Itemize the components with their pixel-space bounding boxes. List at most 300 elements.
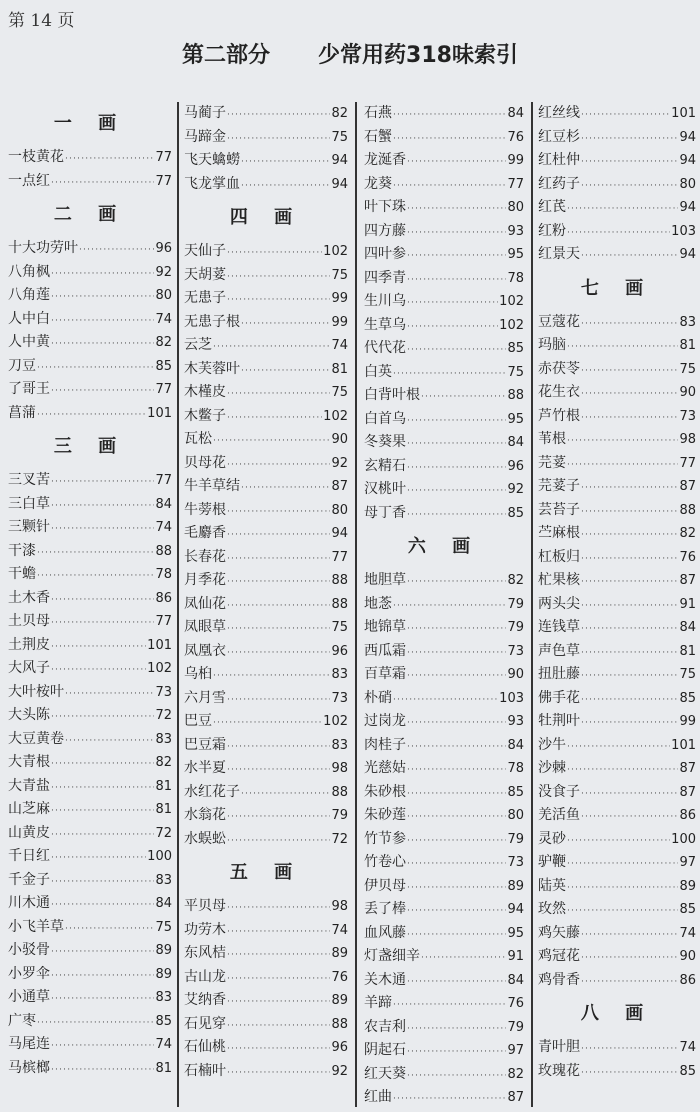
leader-dots (407, 222, 506, 246)
index-entry (364, 102, 524, 126)
herb-name: 大风子 (8, 660, 50, 676)
herb-name: 驴鞭 (538, 854, 566, 870)
herb-name: 干蟾 (8, 566, 36, 582)
index-entry (538, 616, 696, 640)
page-ref: 72 (155, 825, 172, 841)
herb-name: 凤凰衣 (184, 642, 226, 659)
index-entry (364, 992, 524, 1016)
herb-name: 豆蔻花 (538, 313, 580, 330)
herb-name: 三白草 (8, 495, 50, 512)
index-entry (364, 1016, 524, 1040)
herb-name: 光慈姑 (364, 760, 406, 776)
page-ref: 78 (507, 270, 524, 286)
index-entry (538, 1060, 696, 1084)
herb-name: 白首乌 (364, 410, 406, 427)
leader-dots (227, 104, 330, 128)
index-entry (184, 173, 348, 197)
herb-name: 天胡荽 (184, 266, 226, 283)
leader-dots (241, 151, 330, 175)
leader-dots (51, 965, 154, 989)
leader-dots (227, 1015, 330, 1039)
herb-name: 石燕 (364, 105, 392, 121)
index-entry (8, 869, 172, 893)
leader-dots (407, 571, 506, 595)
leader-dots (227, 407, 322, 431)
page-ref: 94 (331, 176, 348, 192)
index-entry (184, 358, 348, 382)
page-ref: 89 (331, 946, 348, 961)
herb-name: 两头尖 (538, 595, 580, 612)
herb-name: 灵砂 (538, 830, 566, 847)
herb-name: 毛麝香 (184, 525, 226, 541)
leader-dots (51, 518, 154, 542)
column-divider (177, 102, 179, 1107)
herb-name: 羌活鱼 (538, 807, 580, 823)
leader-dots (227, 921, 330, 945)
page-ref: 73 (507, 643, 524, 659)
herb-name: 干漆 (8, 542, 36, 559)
herb-name: 玄精石 (364, 457, 406, 474)
herb-name: 四季青 (364, 269, 406, 286)
herb-name: 地胆草 (364, 572, 406, 588)
index-entry (364, 687, 524, 711)
page-ref: 74 (331, 338, 348, 353)
page-ref: 98 (331, 761, 348, 776)
leader-dots (51, 777, 154, 801)
title-main: 少常用药318味索引 (318, 43, 518, 68)
page-ref: 84 (155, 896, 172, 911)
index-entry (364, 1039, 524, 1063)
leader-dots (407, 457, 506, 481)
stroke-section-heading: 三 画 (53, 436, 127, 457)
herb-name: 沙牛 (538, 736, 566, 753)
leader-dots (51, 988, 154, 1012)
page-ref: 101 (671, 737, 696, 753)
page-ref: 80 (155, 288, 172, 303)
leader-dots (227, 736, 330, 760)
page-ref: 101 (147, 637, 172, 653)
herb-name: 农吉利 (364, 1018, 406, 1035)
page-ref: 80 (331, 502, 348, 518)
index-entry (364, 243, 524, 267)
leader-dots (51, 847, 146, 871)
page-ref: 74 (331, 922, 348, 938)
leader-dots (407, 924, 506, 948)
page-ref: 94 (331, 153, 348, 168)
herb-name: 贝母花 (184, 454, 226, 471)
index-entry (364, 640, 524, 664)
index-entry (538, 196, 696, 220)
page-ref: 84 (507, 435, 524, 450)
herb-name: 白背叶根 (364, 387, 420, 403)
herb-name: 长春花 (184, 548, 226, 565)
leader-dots (227, 944, 330, 968)
page-ref: 90 (679, 949, 696, 964)
leader-dots (581, 689, 678, 713)
index-entry (184, 149, 348, 173)
herb-name: 大青根 (8, 754, 50, 770)
index-entry (184, 966, 348, 990)
herb-name: 十大功劳叶 (8, 240, 78, 256)
index-entry (184, 126, 348, 150)
stroke-section-heading: 二 画 (53, 204, 127, 225)
leader-dots (421, 386, 506, 410)
leader-dots (581, 595, 678, 619)
stroke-section-heading: 七 画 (580, 277, 654, 299)
herb-name: 没食子 (538, 783, 580, 800)
index-entry (538, 311, 696, 335)
leader-dots (581, 1038, 678, 1062)
index-entry (8, 540, 172, 564)
leader-dots (227, 242, 322, 266)
index-entry (538, 522, 696, 546)
herb-name: 苎麻根 (538, 525, 580, 541)
column-divider (531, 102, 533, 1107)
herb-name: 了哥王 (8, 381, 50, 397)
herb-name: 芸苔子 (538, 501, 580, 518)
index-entry (184, 710, 348, 734)
index-entry (184, 734, 348, 758)
leader-dots (393, 104, 506, 128)
leader-dots (407, 971, 506, 995)
index-entry (538, 804, 696, 828)
index-entry (538, 102, 696, 126)
leader-dots (567, 759, 678, 783)
herb-name: 平贝母 (184, 898, 226, 914)
leader-dots (37, 542, 154, 566)
index-entry (184, 546, 348, 570)
page-ref: 77 (155, 614, 172, 629)
herb-name: 牛羊草结 (184, 478, 240, 494)
page-ref: 99 (507, 153, 524, 168)
index-entry (364, 969, 524, 993)
herb-name: 丢了棒 (364, 901, 406, 917)
index-entry (184, 640, 348, 664)
index-entry (8, 378, 172, 402)
index-entry (364, 478, 524, 502)
page-ref: 91 (507, 949, 524, 964)
herb-name: 鸡骨香 (538, 971, 580, 988)
herb-name: 小通草 (8, 989, 50, 1005)
herb-name: 无患子根 (184, 313, 240, 330)
index-entry (364, 804, 524, 828)
index-entry (364, 384, 524, 408)
page-ref: 90 (331, 432, 348, 447)
leader-dots (407, 736, 506, 760)
herb-name: 大青盐 (8, 777, 50, 794)
leader-dots (421, 947, 506, 971)
page-ref: 83 (155, 990, 172, 1005)
herb-name: 菖蒲 (8, 404, 36, 421)
leader-dots (581, 128, 678, 152)
index-entry (538, 663, 696, 687)
page-ref: 75 (679, 667, 696, 682)
index-entry (8, 892, 172, 916)
page-ref: 99 (331, 291, 348, 306)
leader-dots (51, 612, 154, 636)
leader-dots (581, 383, 678, 407)
page-ref: 101 (147, 405, 172, 421)
leader-dots (567, 877, 678, 901)
page-ref: 95 (507, 925, 524, 941)
index-entry (184, 240, 348, 264)
leader-dots (407, 198, 506, 222)
index-entry (364, 828, 524, 852)
index-entry (364, 267, 524, 291)
index-entry (8, 170, 172, 194)
leader-dots (51, 495, 154, 519)
index-entry (364, 898, 524, 922)
leader-dots (227, 128, 330, 152)
leader-dots (581, 151, 678, 175)
herb-name: 川木通 (8, 895, 50, 911)
index-entry (184, 781, 348, 805)
page-ref: 73 (679, 408, 696, 424)
index-entry (538, 149, 696, 173)
page-ref: 85 (679, 690, 696, 706)
index-entry (538, 781, 696, 805)
herb-name: 巴豆霜 (184, 736, 226, 753)
herb-name: 叶下珠 (364, 199, 406, 215)
herb-name: 四叶参 (364, 246, 406, 262)
stroke-section-heading: 五 画 (229, 862, 303, 883)
leader-dots (227, 968, 330, 992)
leader-dots (393, 1088, 506, 1112)
leader-dots (393, 595, 506, 619)
herb-name: 关木通 (364, 971, 406, 988)
page-ref: 73 (331, 690, 348, 706)
herb-name: 苇根 (538, 431, 566, 447)
index-entry (364, 1063, 524, 1087)
leader-dots (227, 501, 330, 525)
page-ref: 85 (507, 784, 524, 800)
herb-name: 玫瑰花 (538, 1062, 580, 1079)
leader-dots (567, 830, 670, 854)
leader-dots (227, 642, 330, 666)
herb-name: 汉桃叶 (364, 481, 406, 497)
leader-dots (51, 380, 154, 404)
leader-dots (567, 222, 670, 246)
page-ref: 84 (507, 972, 524, 988)
leader-dots (37, 357, 154, 381)
herb-name: 灯盏细辛 (364, 948, 420, 964)
herb-name: 芫荽 (538, 454, 566, 471)
page-ref: 74 (155, 520, 172, 535)
leader-dots (227, 289, 330, 313)
page-ref: 84 (679, 620, 696, 635)
page-ref: 100 (147, 849, 172, 864)
page-ref: 89 (155, 966, 172, 982)
herb-name: 刀豆 (8, 357, 36, 374)
herb-name: 一枝黄花 (8, 149, 64, 165)
index-entry (8, 308, 172, 332)
page-ref: 79 (507, 596, 524, 612)
page-ref: 75 (331, 267, 348, 283)
herb-name: 红药子 (538, 175, 580, 192)
index-entry (538, 358, 696, 382)
leader-dots (407, 1041, 506, 1065)
herb-name: 木鳖子 (184, 407, 226, 424)
index-entry (8, 963, 172, 987)
index-column-4 (538, 102, 696, 1107)
herb-name: 人中黄 (8, 334, 50, 350)
leader-dots (37, 1012, 154, 1036)
index-entry (364, 569, 524, 593)
page-ref: 81 (155, 778, 172, 794)
herb-name: 牛蒡根 (184, 501, 226, 518)
leader-dots (51, 471, 154, 495)
page-ref: 85 (155, 1013, 172, 1029)
index-entry (8, 610, 172, 634)
page-ref: 83 (331, 737, 348, 753)
index-entry (364, 1086, 524, 1110)
leader-dots (581, 642, 678, 666)
herb-name: 地锦草 (364, 619, 406, 635)
index-entry (8, 261, 172, 285)
leader-dots (407, 1018, 506, 1042)
leader-dots (51, 894, 154, 918)
leader-dots (581, 245, 678, 269)
herb-name: 乌桕 (184, 666, 212, 682)
stroke-section-heading: 六 画 (407, 536, 481, 557)
herb-name: 三颗针 (8, 519, 50, 535)
leader-dots (407, 245, 506, 269)
page-ref: 77 (155, 382, 172, 397)
leader-dots (407, 480, 506, 504)
leader-dots (407, 339, 506, 363)
index-entry (184, 1060, 348, 1084)
index-entry (8, 657, 172, 681)
page-ref: 87 (679, 573, 696, 588)
leader-dots (79, 239, 154, 263)
herb-name: 西瓜霜 (364, 642, 406, 659)
leader-dots (407, 900, 506, 924)
page-ref: 76 (507, 996, 524, 1011)
page-ref: 91 (679, 596, 696, 612)
leader-dots (567, 336, 678, 360)
herb-name: 红粉 (538, 222, 566, 239)
leader-dots (213, 665, 330, 689)
index-column-3 (364, 102, 524, 1107)
leader-dots (567, 853, 678, 877)
leader-dots (407, 410, 506, 434)
herb-name: 人中白 (8, 310, 50, 327)
herb-name: 红丝线 (538, 105, 580, 121)
page-ref: 74 (679, 1040, 696, 1055)
page-ref: 95 (507, 411, 524, 427)
index-entry (8, 704, 172, 728)
leader-dots (581, 1062, 678, 1086)
page-ref: 103 (499, 690, 524, 706)
leader-dots (407, 830, 506, 854)
herb-name: 石仙桃 (184, 1039, 226, 1055)
leader-dots (51, 800, 154, 824)
page-ref: 83 (679, 314, 696, 330)
herb-name: 扭肚藤 (538, 666, 580, 682)
page-ref: 102 (323, 714, 348, 729)
index-entry (364, 173, 524, 197)
page-ref: 96 (331, 1040, 348, 1055)
index-entry (364, 149, 524, 173)
leader-dots (407, 806, 506, 830)
herb-name: 红豆杉 (538, 128, 580, 145)
page-ref: 79 (507, 1019, 524, 1035)
leader-dots (213, 712, 322, 736)
page-number: 第 14 页 (8, 11, 75, 31)
herb-name: 血风藤 (364, 924, 406, 941)
page-ref: 87 (679, 784, 696, 800)
herb-name: 木槿皮 (184, 384, 226, 400)
herb-name: 大叶桉叶 (8, 683, 64, 700)
leader-dots (407, 783, 506, 807)
page-ref: 88 (331, 784, 348, 800)
index-entry (184, 828, 348, 852)
leader-dots (37, 565, 154, 589)
herb-name: 生草乌 (364, 316, 406, 333)
index-entry (364, 314, 524, 338)
leader-dots (567, 900, 678, 924)
herb-name: 石蟹 (364, 128, 392, 145)
page-ref: 75 (331, 620, 348, 635)
herb-name: 东风桔 (184, 945, 226, 961)
herb-name: 竹卷心 (364, 854, 406, 870)
herb-name: 红芪 (538, 199, 566, 215)
page-ref: 89 (507, 878, 524, 894)
leader-dots (407, 504, 506, 528)
page-ref: 87 (331, 479, 348, 494)
herb-name: 佛手花 (538, 689, 580, 706)
herb-name: 巴豆 (184, 713, 212, 729)
herb-name: 马槟榔 (8, 1059, 50, 1076)
page-ref: 88 (331, 596, 348, 612)
herb-name: 声色草 (538, 642, 580, 659)
herb-name: 玛脑 (538, 337, 566, 353)
page-ref: 79 (507, 831, 524, 847)
index-entry (364, 220, 524, 244)
page-ref: 92 (331, 1063, 348, 1079)
page-ref: 88 (331, 1016, 348, 1032)
page-ref: 78 (507, 761, 524, 776)
index-entry (364, 593, 524, 617)
page-ref: 82 (679, 526, 696, 541)
leader-dots (407, 712, 506, 736)
leader-dots (407, 269, 506, 293)
herb-name: 鸡冠花 (538, 948, 580, 964)
herb-name: 过岗龙 (364, 713, 406, 729)
herb-name: 八角莲 (8, 287, 50, 303)
page-ref: 84 (507, 106, 524, 121)
page-ref: 77 (155, 150, 172, 165)
page-ref: 90 (507, 667, 524, 682)
index-entry (538, 922, 696, 946)
index-entry (8, 845, 172, 869)
leader-dots (65, 918, 154, 942)
herb-name: 艾纳香 (184, 992, 226, 1008)
leader-dots (51, 1059, 154, 1083)
index-entry (8, 587, 172, 611)
leader-dots (213, 430, 330, 454)
herb-name: 鸡矢藤 (538, 924, 580, 941)
index-entry (184, 1013, 348, 1037)
herb-name: 天仙子 (184, 243, 226, 259)
herb-name: 水蜈蚣 (184, 830, 226, 847)
page-ref: 102 (323, 408, 348, 424)
index-entry (364, 781, 524, 805)
page-ref: 101 (671, 106, 696, 121)
index-entry (8, 469, 172, 493)
page-ref: 74 (155, 311, 172, 327)
index-entry (8, 681, 172, 705)
